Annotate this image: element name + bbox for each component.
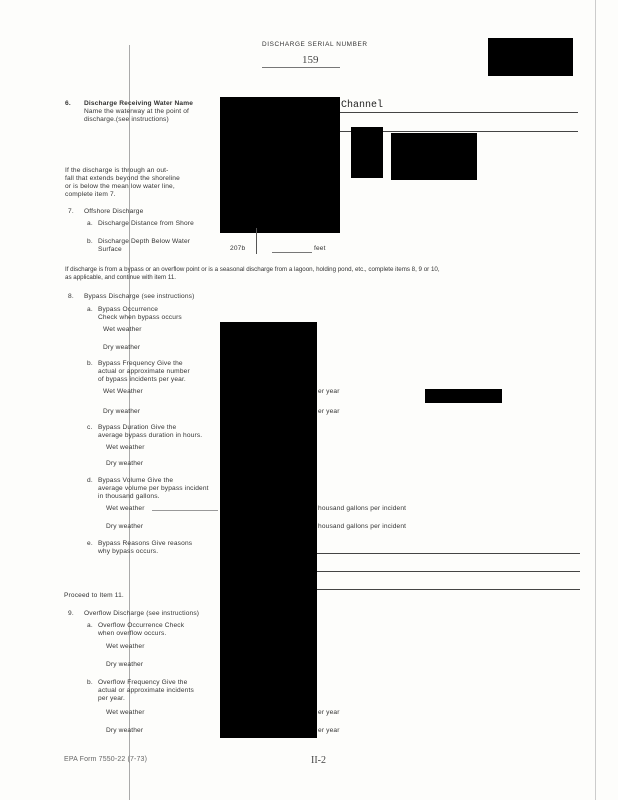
item9-a-letter: a. (87, 622, 93, 629)
item9-b-title: Overflow Frequency Give the (98, 679, 188, 686)
item8-a-wet: Wet weather (103, 326, 142, 333)
offshore-note-line2: fall that extends beyond the shoreline (65, 175, 180, 182)
item8-e-answer-line3 (315, 589, 580, 590)
item7-code-divider (256, 228, 257, 254)
item9-b-wet-unit: er year (318, 709, 340, 716)
item8-d-wet: Wet weather (106, 505, 145, 512)
item7-a-letter: a. (87, 220, 93, 227)
item7-b-unit: feet (314, 245, 326, 252)
item9-a-wet: Wet weather (106, 643, 145, 650)
redaction-block (220, 97, 340, 233)
item9-b-wet: Wet weather (106, 709, 145, 716)
item8-b-wet-unit: er year (318, 388, 340, 395)
item8-e-desc: why bypass occurs. (98, 548, 159, 555)
item7-b-label-line2: Surface (98, 246, 122, 253)
redaction-block (351, 127, 383, 178)
item6-number: 6. (65, 100, 71, 107)
offshore-note-line1: If the discharge is through an out- (65, 167, 169, 174)
offshore-note-line4: complete item 7. (65, 191, 116, 198)
item6-desc-line1: Name the waterway at the point of (84, 108, 190, 115)
item9-a-desc: when overflow occurs. (98, 630, 167, 637)
offshore-note-line3: or is below the mean low water line, (65, 183, 175, 190)
item8-b-dry-unit: er year (318, 408, 340, 415)
redaction-block (391, 133, 477, 180)
item7-number: 7. (68, 208, 74, 215)
right-edge-line (595, 0, 596, 800)
item8-a-letter: a. (87, 306, 93, 313)
bypass-note-line2: as applicable, and continue with item 11. (65, 274, 176, 281)
item8-b-wet: Wet Weather (103, 388, 143, 395)
item7-b-code: 207b (230, 245, 246, 252)
item8-e-answer-line1 (315, 553, 580, 554)
item8-b-letter: b. (87, 360, 93, 367)
item8-b-dry: Dry weather (103, 408, 141, 415)
item7-b-answer-line (272, 252, 312, 253)
item8-a-dry: Dry weather (103, 344, 141, 351)
item8-c-wet: Wet weather (106, 444, 145, 451)
redaction-block (220, 322, 317, 738)
serial-underline (262, 67, 340, 68)
item8-proceed: Proceed to Item 11. (64, 592, 124, 599)
item9-b-dry-unit: er year (318, 727, 340, 734)
item8-d-desc-line1: average volume per bypass incident (98, 485, 209, 492)
item8-c-desc: average bypass duration in hours. (98, 432, 203, 439)
page-number: II-2 (311, 755, 326, 766)
item6-title: Discharge Receiving Water Name (84, 100, 194, 107)
item7-b-label-line1: Discharge Depth Below Water (98, 238, 191, 245)
item6-answer: Channel (341, 100, 384, 111)
form-number: EPA Form 7550-22 (7-73) (64, 756, 148, 763)
item7-b-letter: b. (87, 238, 93, 245)
item8-c-letter: c. (87, 424, 93, 431)
item8-e-letter: e. (87, 540, 93, 547)
item7-title: Offshore Discharge (84, 208, 144, 215)
redaction-block (425, 389, 502, 403)
item8-a-desc: Check when bypass occurs (98, 314, 182, 321)
item8-d-letter: d. (87, 477, 93, 484)
item8-c-title: Bypass Duration Give the (98, 424, 177, 431)
serial-label: DISCHARGE SERIAL NUMBER (262, 41, 368, 48)
item8-d-wet-leader (152, 510, 218, 511)
item9-b-dry: Dry weather (106, 727, 144, 734)
item6-desc-line2: discharge.(see instructions) (84, 116, 169, 123)
item8-d-desc-line2: in thousand gallons. (98, 493, 160, 500)
item8-d-wet-unit: housand gallons per incident (318, 505, 407, 512)
item8-b-title: Bypass Frequency Give the (98, 360, 183, 367)
item9-title: Overflow Discharge (see instructions) (84, 610, 200, 617)
item8-a-title: Bypass Occurrence (98, 306, 159, 313)
item8-b-desc-line1: actual or approximate number (98, 368, 190, 375)
item9-a-dry: Dry weather (106, 661, 144, 668)
item8-e-answer-line2 (315, 571, 580, 572)
item8-title: Bypass Discharge (see instructions) (84, 293, 195, 300)
item8-d-title: Bypass Volume Give the (98, 477, 174, 484)
redaction-block (488, 38, 573, 76)
item8-number: 8. (68, 293, 74, 300)
serial-value: 159 (302, 54, 319, 66)
item7-a-label: Discharge Distance from Shore (98, 220, 194, 227)
item8-d-dry-unit: housand gallons per incident (318, 523, 407, 530)
item8-c-dry: Dry weather (106, 460, 144, 467)
item8-b-desc-line2: of bypass incidents per year. (98, 376, 186, 383)
bypass-note-line1: If discharge is from a bypass or an overflow point or is a seasonal discharge from a lagoon, holding pond, etc., complete items 8, 9 or 10, (65, 266, 440, 273)
item9-b-desc-line1: actual or approximate incidents (98, 687, 194, 694)
item8-d-dry: Dry weather (106, 523, 144, 530)
item9-b-desc-line2: per year. (98, 695, 126, 702)
item9-number: 9. (68, 610, 74, 617)
item8-e-title: Bypass Reasons Give reasons (98, 540, 193, 547)
item9-b-letter: b. (87, 679, 93, 686)
item9-a-title: Overflow Occurrence Check (98, 622, 185, 629)
